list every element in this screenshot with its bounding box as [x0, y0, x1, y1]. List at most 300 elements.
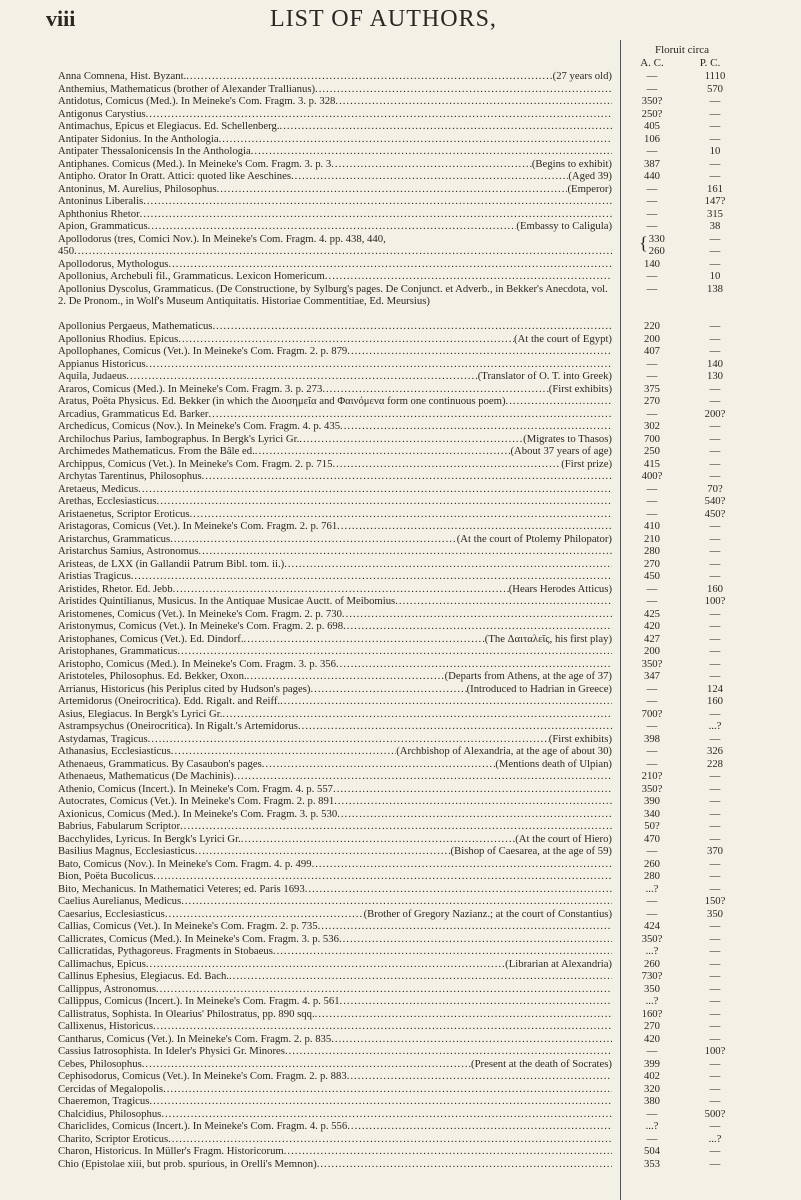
- author-entry: [58, 845, 762, 858]
- author-entry: [58, 383, 762, 396]
- author-entry: [58, 120, 762, 133]
- entry-text: [58, 558, 612, 571]
- author-entry: [58, 933, 762, 946]
- leader-dots: [340, 420, 612, 433]
- entry-text: [58, 970, 612, 983]
- entry-author: Apion, Grammaticus: [58, 220, 148, 232]
- floruit-ad: 470: [643, 832, 661, 845]
- author-entry: [58, 483, 762, 496]
- floruit-ad: —: [646, 757, 658, 770]
- author-entry: [58, 445, 762, 458]
- floruit-ad: 420: [643, 1032, 661, 1045]
- floruit-ad: 405: [643, 120, 661, 132]
- entry-text: [58, 520, 612, 533]
- floruit-bc: —: [709, 332, 721, 345]
- entry-author: Apollodorus, Mythologus: [58, 257, 169, 270]
- leader-dots: [180, 820, 612, 833]
- entry-text: [58, 845, 612, 858]
- floruit-bc: —: [709, 657, 721, 670]
- entry-text: [58, 783, 612, 796]
- floruit-ad: —: [646, 182, 658, 195]
- floruit-bc: —: [709, 520, 721, 532]
- floruit-ad: 424: [643, 920, 661, 932]
- leader-dots: [318, 920, 612, 933]
- author-entry: [58, 770, 762, 783]
- leader-dots: [153, 1020, 612, 1033]
- leader-dots: [146, 958, 505, 971]
- leader-dots: [202, 470, 612, 483]
- entry-author: Aristomenes, Comicus (Vet.). In Meineke's Com. Fragm. 2. p. 730: [58, 607, 342, 620]
- author-entry: [58, 258, 762, 271]
- entry-note: (Present at the death of Socrates): [471, 1057, 612, 1070]
- leader-dots: [335, 95, 612, 108]
- entry-text: [58, 883, 612, 896]
- leader-dots: [163, 1083, 612, 1096]
- leader-dots: [148, 220, 517, 233]
- entry-text: [58, 658, 612, 671]
- entry-text: [58, 945, 612, 958]
- author-entry: [58, 495, 762, 508]
- floruit-ad: 270: [643, 395, 661, 407]
- leader-dots: [280, 120, 612, 133]
- floruit-bc: —: [709, 1157, 721, 1170]
- entry-text: [58, 408, 612, 421]
- entry-text: [58, 995, 612, 1008]
- author-entry: [58, 1008, 762, 1021]
- floruit-ad: —: [646, 82, 658, 95]
- floruit-ad: —: [646, 695, 658, 707]
- entry-author: Callinus Ephesius, Elegiacus. Ed. Bach.: [58, 970, 229, 982]
- entry-text: [58, 495, 612, 508]
- leader-dots: [222, 708, 612, 721]
- author-list: [58, 70, 762, 1170]
- entry-author: Caesarius, Ecclesiasticus: [58, 907, 165, 920]
- floruit-bc: —: [709, 957, 721, 970]
- floruit-ad: 380: [643, 1095, 661, 1107]
- bc-column-header: P. C.: [699, 57, 721, 69]
- entry-text: [58, 1145, 612, 1158]
- leader-dots: [325, 270, 612, 283]
- floruit-ad: 407: [643, 345, 661, 357]
- floruit-ad: 387: [643, 157, 661, 170]
- floruit-bc: 570: [706, 82, 724, 95]
- author-entry: [58, 720, 762, 733]
- author-entry: [58, 1070, 762, 1083]
- entry-author: Athenaeus, Grammaticus. By Casaubon's pages: [58, 757, 262, 770]
- floruit-bc: —: [709, 882, 721, 895]
- floruit-ad: 210?: [641, 770, 663, 782]
- floruit-ad: —: [646, 507, 658, 520]
- entry-note: (Aged 39): [568, 170, 612, 182]
- entry-author: Antipater Thessalonicensis In the Anthologia: [58, 145, 251, 157]
- entry-text: [58, 708, 612, 721]
- floruit-bc: 100?: [704, 1045, 726, 1057]
- leader-dots: [149, 1095, 612, 1108]
- floruit-ad: 700: [643, 432, 661, 445]
- floruit-bc: 161: [706, 182, 724, 195]
- entry-author: Apollonius Dyscolus, Grammaticus. (De Constructione, by Sylburg's pages. De Conjunct. et Adverb., in Bekker's Anecdota, vol. 2. De Pronom., in Wolf's Museum Antiquitatis. Historiae Commentitiae, Ed. Meursius): [58, 282, 608, 307]
- floruit-bc: —: [709, 932, 721, 945]
- floruit-ad: 398: [643, 732, 661, 745]
- entry-text: [58, 1070, 612, 1083]
- brace-mark: {: [639, 232, 648, 253]
- floruit-ad: —: [646, 220, 658, 232]
- leader-dots: [337, 520, 612, 533]
- entry-text: [58, 595, 612, 608]
- floruit-bc: —: [709, 857, 721, 870]
- entry-text: [58, 1058, 612, 1071]
- leader-dots: [334, 795, 612, 808]
- entry-text: [58, 70, 612, 83]
- floruit-bc: 200?: [704, 407, 726, 420]
- entry-text: [58, 733, 612, 746]
- leader-dots: [284, 1145, 612, 1158]
- floruit-bc: —: [709, 320, 721, 332]
- leader-dots: [131, 570, 612, 583]
- leader-dots: [156, 983, 612, 996]
- floruit-bc: —: [709, 395, 721, 407]
- entry-text: [58, 695, 612, 708]
- entry-note: (First exhibits): [548, 732, 612, 745]
- entry-text: [58, 220, 612, 233]
- entry-note: (Mentions death of Ulpian): [495, 757, 612, 770]
- floruit-ad: 260: [643, 957, 661, 970]
- entry-note: (Archbishop of Alexandria, at the age of about 30): [396, 745, 612, 757]
- author-entry: [58, 783, 762, 796]
- page-number: viii: [46, 6, 76, 31]
- floruit-ad: —: [646, 195, 658, 207]
- entry-text: [58, 183, 612, 196]
- floruit-ad: 200: [643, 645, 661, 657]
- leader-dots: [339, 933, 612, 946]
- entry-author: Cercidas of Megalopolis: [58, 1082, 164, 1095]
- entry-author: Araros, Comicus (Med.). In Meineke's Com. Fragm. 3. p. 273: [58, 382, 323, 395]
- floruit-ad: [612, 233, 684, 258]
- entry-author: Apollonius Pergaeus, Mathematicus: [58, 320, 213, 332]
- entry-author: Bacchylides, Lyricus. In Bergk's Lyrici Gr.: [58, 832, 241, 845]
- floruit-bc: 150?: [704, 895, 726, 907]
- entry-author: Aphthonius Rhetor: [58, 207, 140, 220]
- leader-dots: [247, 670, 445, 683]
- entry-note: (Migrates to Thasos): [523, 432, 612, 445]
- author-entry: [58, 283, 762, 321]
- leader-dots: [146, 108, 612, 121]
- floruit-bc: 370: [706, 845, 724, 857]
- entry-text: [58, 933, 612, 946]
- floruit-bc: —: [709, 920, 721, 932]
- entry-author: Aristopho, Comicus (Med.). In Meineke's Com. Fragm. 3. p. 356: [58, 657, 336, 670]
- author-entry: [58, 133, 762, 146]
- floruit-ad: 220: [643, 320, 661, 332]
- floruit-bc: —: [709, 1007, 721, 1020]
- entry-text: [58, 358, 612, 371]
- floruit-bc: —: [709, 807, 721, 820]
- entry-note: (First prize): [561, 457, 612, 470]
- entry-author: Cephisodorus, Comicus (Vet.). In Meineke's Com. Fragm. 2. p. 883: [58, 1070, 347, 1082]
- floruit-bc: 315: [706, 207, 724, 220]
- leader-dots: [506, 395, 612, 408]
- entry-author: Charon, Historicus. In Müller's Fragm. Historicorum: [58, 1145, 284, 1157]
- entry-author: Autocrates, Comicus (Vet.). In Meineke's Com. Fragm. 2. p. 891: [58, 795, 335, 807]
- entry-author: Apollonius, Archebuli fil., Grammaticus. Lexicon Homericum: [58, 270, 325, 282]
- entry-text: [58, 570, 612, 583]
- entry-note: (About 37 years of age): [510, 445, 612, 457]
- leader-dots: [140, 208, 612, 221]
- leader-dots: [244, 633, 485, 646]
- entry-author: Archedicus, Comicus (Nov.). In Meineke's Com. Fragm. 4. p. 435: [58, 420, 341, 432]
- entry-author: Artemidorus (Oneirocritica). Edd. Rigalt. and Reiff.: [58, 695, 281, 707]
- entry-text: [58, 270, 612, 283]
- entry-note: (Brother of Gregory Nazianz.; at the court of Constantius): [363, 907, 612, 920]
- floruit-bc: 100?: [704, 595, 726, 607]
- floruit-ad: 353: [643, 1157, 661, 1170]
- floruit-bc: —: [709, 770, 721, 782]
- author-entry: [58, 645, 762, 658]
- floruit-ad: 399: [643, 1057, 661, 1070]
- author-entry: [58, 745, 762, 758]
- floruit-bc: 540?: [704, 495, 726, 507]
- floruit-bc: —: [709, 157, 721, 170]
- floruit-ad: —: [646, 495, 658, 507]
- entry-text: [58, 470, 612, 483]
- entry-author: Archippus, Comicus (Vet.). In Meineke's Com. Fragm. 2. p. 715: [58, 457, 333, 470]
- author-entry: [58, 83, 762, 96]
- leader-dots: [171, 745, 396, 758]
- leader-dots: [195, 845, 451, 858]
- entry-author: Chio (Epistolae xiii, but prob. spurious, in Orelli's Memnon): [58, 1157, 317, 1170]
- author-entry: [58, 958, 762, 971]
- entry-text: [58, 133, 612, 146]
- ad-column-header: A. C.: [640, 57, 664, 69]
- entry-author: Aquila, Judaeus: [58, 370, 127, 382]
- author-entry: [58, 1108, 762, 1121]
- floruit-bc: —: [709, 870, 721, 882]
- floruit-ad: 320: [643, 1082, 661, 1095]
- author-entry: [58, 458, 762, 471]
- entry-author: Bato, Comicus (Nov.). In Meineke's Com. Fragm. 4. p. 499: [58, 857, 312, 870]
- author-entry: [58, 1158, 762, 1171]
- entry-author: Bion, Poëta Bucolicus: [58, 870, 154, 882]
- floruit-bc: —: [709, 1057, 721, 1070]
- entry-note: (Translator of O. T. into Greek): [477, 370, 612, 382]
- entry-text: [58, 758, 612, 771]
- floruit-ad: 730?: [641, 970, 663, 982]
- author-entry: [58, 895, 762, 908]
- author-entry: [58, 1120, 762, 1133]
- entry-text: [58, 920, 612, 933]
- leader-dots: [336, 658, 612, 671]
- author-entry: [58, 1058, 762, 1071]
- entry-note: (27 years old): [552, 70, 612, 82]
- entry-note: (Emperor): [567, 182, 612, 195]
- entry-author: Callias, Comicus (Vet.). In Meineke's Com. Fragm. 2. p. 735: [58, 920, 318, 932]
- leader-dots: [315, 1008, 612, 1021]
- author-entry: [58, 633, 762, 646]
- leader-dots: [241, 833, 515, 846]
- author-entry: [58, 183, 762, 196]
- floruit-bc: —: [709, 832, 721, 845]
- author-entry: [58, 695, 762, 708]
- floruit-ad: —: [646, 270, 658, 282]
- entry-author: Apollodorus (tres, Comici Nov.). In Meineke's Com. Fragm. 4. pp. 438, 440, 450: [58, 232, 386, 257]
- entry-text: [58, 958, 612, 971]
- entry-author: Aristides Quintilianus, Musicus. In the Antiquae Musicae Auctt. of Meibomius: [58, 595, 396, 607]
- entry-text: [58, 720, 612, 733]
- author-entry: [58, 145, 762, 158]
- entry-author: Babrius, Fabularum Scriptor: [58, 820, 180, 832]
- floruit-ad: 427: [643, 632, 661, 645]
- entry-note: (Begins to exhibit): [531, 157, 612, 170]
- entry-author: Anthemius, Mathematicus (brother of Alexander Trallianus): [58, 82, 316, 95]
- leader-dots: [208, 408, 612, 421]
- entry-author: Astydamas, Tragicus: [58, 732, 148, 745]
- floruit-ad: 450: [643, 570, 661, 582]
- floruit-ad: 350?: [641, 95, 663, 107]
- floruit-ad: 504: [643, 1145, 661, 1157]
- floruit-bc: —: [709, 432, 721, 445]
- floruit-ad: 410: [643, 520, 661, 532]
- entry-author: Astrampsychus (Oneirocritica). In Rigalt.'s Artemidorus: [58, 720, 298, 732]
- author-entry: [58, 470, 762, 483]
- entry-text: [58, 833, 612, 846]
- floruit-ad: 280: [643, 545, 661, 557]
- leader-dots: [148, 733, 549, 746]
- entry-note: (The Δαιταλεῖς, his first play): [484, 632, 612, 645]
- floruit-bc: —: [709, 132, 721, 145]
- floruit-bc: —: [709, 945, 721, 957]
- entry-text: [58, 870, 612, 883]
- entry-note: (At the court of Egypt): [514, 332, 612, 345]
- floruit-ad: 400?: [641, 470, 663, 482]
- floruit-bc: —: [709, 707, 721, 720]
- entry-author: Callicratidas, Pythagoreus. Fragments in Stobaeus: [58, 945, 273, 957]
- author-entry: [58, 1095, 762, 1108]
- leader-dots: [217, 183, 568, 196]
- author-entry: [58, 195, 762, 208]
- entry-text: [58, 1133, 612, 1146]
- entry-text: [58, 1120, 612, 1133]
- entry-text: [58, 645, 612, 658]
- entry-author: Athenio, Comicus (Incert.). In Meineke's Com. Fragm. 4. p. 557: [58, 782, 334, 795]
- leader-dots: [343, 620, 612, 633]
- leader-dots: [168, 1133, 612, 1146]
- author-entry: [58, 408, 762, 421]
- floruit-ad: —: [646, 370, 658, 382]
- entry-text: [58, 1083, 612, 1096]
- author-entry: [58, 320, 762, 333]
- leader-dots: [74, 245, 612, 257]
- entry-text: [58, 445, 612, 458]
- floruit-bc: —: [709, 532, 721, 545]
- author-entry: [58, 795, 762, 808]
- author-entry: [58, 670, 762, 683]
- floruit-bc: 38: [709, 220, 721, 232]
- floruit-ad: 270: [643, 557, 661, 570]
- author-entry: [58, 920, 762, 933]
- floruit-ad: 106: [643, 132, 661, 145]
- entry-text: [58, 1033, 612, 1046]
- entry-author: Callixenus, Historicus: [58, 1020, 153, 1032]
- floruit-ad: —: [646, 1045, 658, 1057]
- floruit-ad: 420: [643, 620, 661, 632]
- entry-text: [58, 283, 612, 308]
- entry-author: Antoninus, M. Aurelius, Philosophus: [58, 182, 217, 195]
- author-entry: [58, 70, 762, 83]
- floruit-bc: —: [709, 545, 721, 557]
- entry-author: Caelius Aurelianus, Medicus: [58, 895, 182, 907]
- entry-author: Aristaenetus, Scriptor Eroticus: [58, 507, 190, 520]
- floruit-ad: 340: [643, 807, 661, 820]
- floruit-bc: —: [709, 732, 721, 745]
- floruit-bc: —: [709, 632, 721, 645]
- entry-text: [58, 383, 612, 396]
- entry-author: Archilochus Parius, Iambographus. In Bergk's Lyrici Gr.: [58, 432, 300, 445]
- entry-author: Basilius Magnus, Ecclesiasticus: [58, 845, 195, 857]
- floruit-bc: 1110: [704, 70, 726, 82]
- entry-text: [58, 208, 612, 221]
- leader-dots: [255, 445, 511, 458]
- page-title: LIST OF AUTHORS,: [270, 6, 497, 32]
- author-entry: [58, 1033, 762, 1046]
- entry-text: [58, 345, 612, 358]
- floruit-ad: 425: [643, 607, 661, 620]
- floruit-bc: —: [709, 1120, 721, 1132]
- floruit-ad: ...?: [645, 995, 659, 1007]
- floruit-ad: —: [646, 895, 658, 907]
- floruit-ad: 50?: [644, 820, 660, 832]
- entry-text: [58, 1045, 612, 1058]
- entry-text: [58, 95, 612, 108]
- entry-text: [58, 745, 612, 758]
- entry-author: Chalcidius, Philosophus: [58, 1107, 162, 1120]
- floruit-ad: 390: [643, 795, 661, 807]
- entry-author: Aristonymus, Comicus (Vet.). In Meineke's Com. Fragm. 2. p. 698: [58, 620, 344, 632]
- date-value: 260: [648, 245, 665, 257]
- floruit-ad: 140: [643, 257, 661, 270]
- author-entry: [58, 883, 762, 896]
- entry-author: Apollonius Rhodius. Epicus: [58, 332, 179, 345]
- floruit-bc: 124: [706, 682, 724, 695]
- leader-dots: [178, 333, 514, 346]
- floruit-bc: 140: [706, 357, 724, 370]
- entry-text: [58, 983, 612, 996]
- floruit-bc: —: [709, 345, 721, 357]
- entry-text: [58, 1158, 612, 1171]
- floruit-ad: 350: [643, 982, 661, 995]
- entry-note: (Librarian at Alexandria): [505, 957, 612, 970]
- leader-dots: [273, 945, 612, 958]
- floruit-ad: —: [646, 407, 658, 420]
- floruit-ad: ...?: [645, 945, 659, 957]
- leader-dots: [333, 783, 612, 796]
- entry-note: (Embassy to Caligula): [516, 220, 612, 232]
- leader-dots: [168, 258, 612, 271]
- author-entry: [58, 558, 762, 571]
- floruit-bc: —: [709, 820, 721, 832]
- author-entry: [58, 520, 762, 533]
- entry-author: Callippus, Astronomus: [58, 982, 156, 995]
- author-entry: [58, 733, 762, 746]
- entry-text: [58, 333, 612, 346]
- entry-text: [58, 233, 612, 258]
- author-entry: [58, 395, 762, 408]
- entry-author: Axionicus, Comicus (Med.). In Meineke's Com. Fragm. 3. p. 530: [58, 807, 338, 820]
- leader-dots: [317, 1158, 612, 1171]
- floruit-bc: ...?: [708, 720, 722, 732]
- entry-text: [58, 145, 612, 158]
- entry-text: [58, 120, 612, 133]
- entry-text: [58, 1108, 612, 1121]
